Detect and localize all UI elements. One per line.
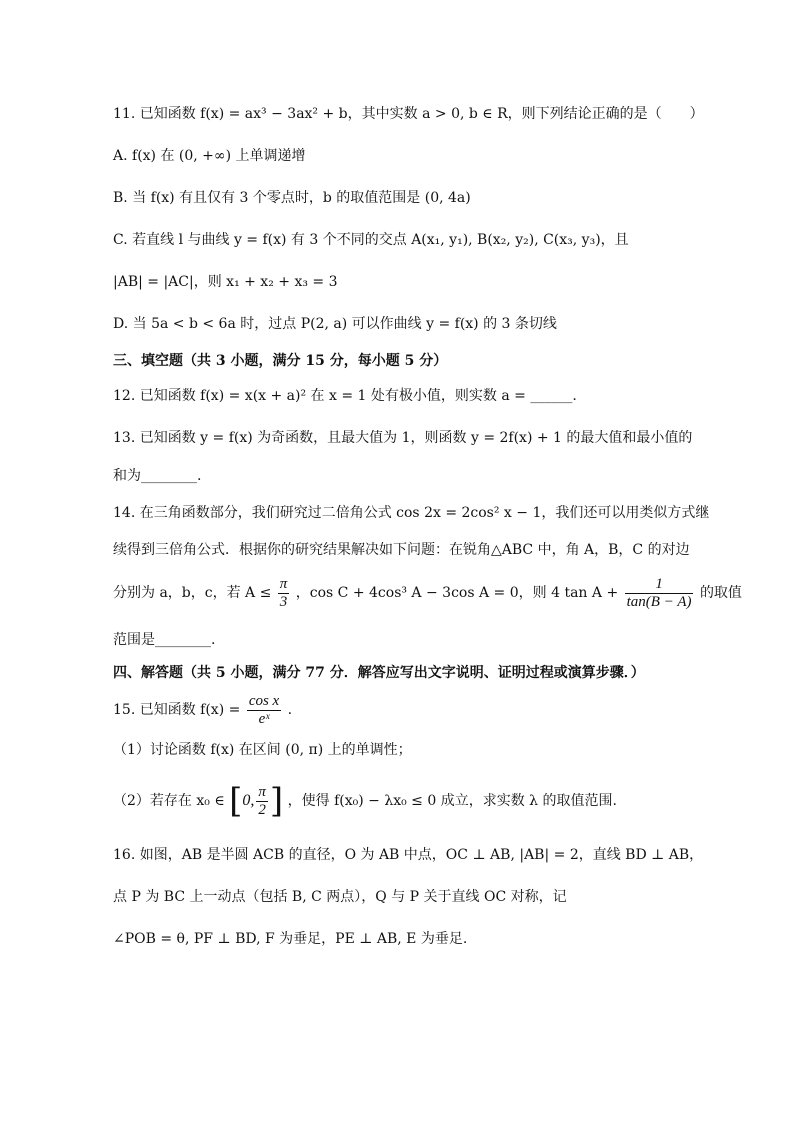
fraction-cosx-over-ex (247, 693, 281, 728)
problem-14-line2: 续得到三倍角公式．根据你的研究结果解决如下问题：在锐角△ABC 中，角 A，B，C 的对边 (113, 542, 690, 558)
problem-11-stem: 11. 已知函数 f(x) = ax³ − 3ax² + b，其中实数 a > 0, b ∈ R，则下列结论正确的是（ ） (113, 106, 704, 122)
fraction-denominator: eˣ (258, 710, 270, 727)
fraction-1-over-tan (625, 576, 694, 611)
problem-11-option-d: D. 当 5a < b < 6a 时，过点 P(2, a) 可以作曲线 y = f(x) 的 3 条切线 (113, 316, 557, 332)
problem-14-line3-part2: ，cos C + 4cos³ A − 3cos A = 0，则 4 tan A + (295, 585, 619, 601)
section-3-heading: 三、填空题（共 3 小题，满分 15 分，每小题 5 分） (113, 353, 448, 369)
problem-14-line4: 范围是________. (113, 632, 216, 648)
problem-15-part2-prefix: （2）若存在 x₀ ∈ (113, 793, 225, 809)
problem-15-stem (113, 692, 292, 728)
problem-12: 12. 已知函数 f(x) = x(x + a)² 在 x = 1 处有极小值，则实数 a = ______. (113, 388, 577, 404)
problem-16-line1: 16. 如图，AB 是半圆 ACB 的直径，O 为 AB 中点，OC ⊥ AB, |AB| = 2，直线 BD ⊥ AB， (113, 847, 704, 863)
problem-11-option-b: B. 当 f(x) 有且仅有 3 个零点时，b 的取值范围是 (0, 4a) (113, 190, 471, 206)
fraction-pi-over-3 (278, 576, 290, 611)
fraction-denominator: tan(B − A) (626, 593, 692, 610)
fraction-numerator: π (279, 575, 288, 592)
problem-16-line3: ∠POB = θ, PF ⊥ BD, F 为垂足，PE ⊥ AB, E 为垂足. (113, 931, 468, 947)
problem-13-line2: 和为________. (113, 468, 202, 484)
fraction-numerator: π (258, 783, 266, 800)
fraction-pi-over-2 (256, 784, 268, 819)
problem-15-stem-part2: . (287, 702, 293, 718)
problem-14-line1: 14. 在三角函数部分，我们研究过二倍角公式 cos 2x = 2cos² x − 1，我们还可以用类似方式继 (113, 505, 710, 521)
fraction-denominator: 2 (258, 801, 266, 818)
interval-start: 0, (242, 792, 255, 809)
problem-15-stem-part1: 15. 已知函数 f(x) = (113, 702, 241, 718)
left-bracket: [ (229, 781, 243, 821)
problem-16-line2: 点 P 为 BC 上一动点（包括 B, C 两点），Q 与 P 关于直线 OC 对称，记 (113, 889, 567, 905)
fraction-numerator: 1 (625, 576, 694, 594)
fraction-numerator: cos x (248, 692, 280, 709)
fraction-denominator: 3 (279, 593, 288, 610)
problem-14-line3 (113, 573, 742, 613)
right-bracket: ] (269, 781, 284, 821)
problem-14-line3-part3: 的取值 (699, 585, 742, 601)
problem-11-option-a: A. f(x) 在 (0, +∞) 上单调递增 (113, 148, 306, 164)
problem-11-option-c-line2: |AB| = |AC|，则 x₁ + x₂ + x₃ = 3 (113, 274, 338, 290)
problem-13-line1: 13. 已知函数 y = f(x) 为奇函数，且最大值为 1，则函数 y = 2f(x) + 1 的最大值和最小值的 (113, 430, 693, 446)
problem-14-line3-part1: 分别为 a，b，c，若 A ≤ (113, 585, 272, 601)
problem-11-option-c-line1: C. 若直线 l 与曲线 y = f(x) 有 3 个不同的交点 A(x₁, y₁), B(x₂, y₂), C(x₃, y₃)，且 (113, 232, 629, 248)
problem-15-part2 (113, 780, 617, 822)
section-4-heading: 四、解答题（共 5 小题，满分 77 分．解答应写出文字说明、证明过程或演算步骤．） (113, 665, 645, 681)
problem-15-part2-suffix: ，使得 f(x₀) − λx₀ ≤ 0 成立，求实数 λ 的取值范围. (287, 793, 617, 809)
problem-15-part1: （1）讨论函数 f(x) 在区间 (0, π) 上的单调性； (113, 742, 412, 758)
